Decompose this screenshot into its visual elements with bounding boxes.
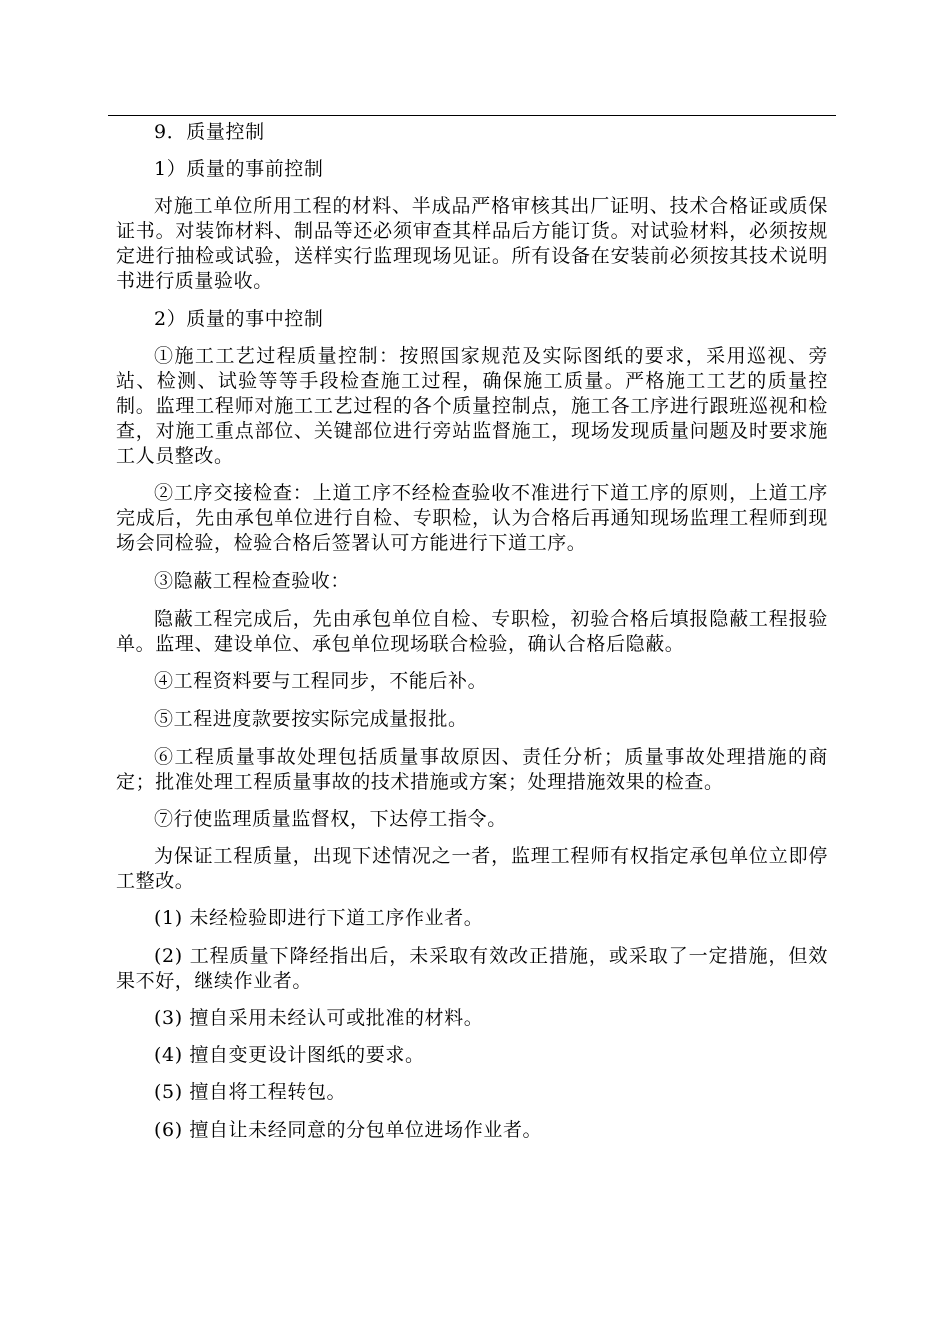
list-item-4: (4) 擅自变更设计图纸的要求。 bbox=[154, 1044, 425, 1066]
list-item-5: (5) 擅自将工程转包。 bbox=[154, 1081, 347, 1103]
paragraph-progress-payment: ⑤工程进度款要按实际完成量报批。 bbox=[154, 708, 468, 730]
subsection-heading-in-process-control: 2）质量的事中控制 bbox=[154, 308, 324, 330]
paragraph-accident-handling: ⑥工程质量事故处理包括质量事故原因、责任分析；质量事故处理措施的商定；批准处理工程质量事故的技术措施或方案；处理措施效果的检查。 bbox=[116, 746, 828, 793]
paragraph-records: ④工程资料要与工程同步，不能后补。 bbox=[154, 670, 488, 692]
paragraph-stop-work-authority: ⑦行使监理质量监督权，下达停工指令。 bbox=[154, 808, 507, 830]
paragraph-handover-inspection: ②工序交接检查：上道工序不经检查验收不准进行下道工序的原则，上道工序完成后，先由承包单位进行自检、专职检，认为合格后再通知现场监理工程师到现场会同检验，检验合格后签署认可方能进行下道工序。 bbox=[116, 482, 828, 554]
paragraph-concealed-work: 隐蔽工程完成后，先由承包单位自检、专职检，初验合格后填报隐蔽工程报验单。监理、建设单位、承包单位现场联合检验，确认合格后隐蔽。 bbox=[116, 608, 828, 655]
list-item-6: (6) 擅自让未经同意的分包单位进场作业者。 bbox=[154, 1119, 543, 1141]
list-item-2: (2) 工程质量下降经指出后，未采取有效改正措施，或采取了一定措施，但效果不好，继续作业者。 bbox=[116, 945, 828, 992]
paragraph-pre-control: 对施工单位所用工程的材料、半成品严格审核其出厂证明、技术合格证或质保证书。对装饰材料、制品等还必须审查其样品后方能订货。对试验材料，必须按规定进行抽检或试验，送样实行监理现场见证。所有设备在安装前必须按其技术说明书进行质量验收。 bbox=[116, 195, 828, 292]
paragraph-stop-work-conditions: 为保证工程质量，出现下述情况之一者，监理工程师有权指定承包单位立即停工整改。 bbox=[116, 845, 828, 892]
list-item-3: (3) 擅自采用未经认可或批准的材料。 bbox=[154, 1007, 484, 1029]
subsection-heading-pre-control: 1）质量的事前控制 bbox=[154, 158, 324, 180]
section-heading: 9．质量控制 bbox=[154, 121, 265, 143]
header-rule bbox=[108, 115, 836, 116]
paragraph-concealed-work-heading: ③隐蔽工程检查验收： bbox=[154, 570, 351, 592]
document-body bbox=[116, 120, 828, 1143]
paragraph-process-quality-control: ①施工工艺过程质量控制：按照国家规范及实际图纸的要求，采用巡视、旁站、检测、试验等等手段检查施工过程，确保施工质量。严格施工工艺的质量控制。监理工程师对施工工艺过程的各个质量控制点，施工各工序进行跟班巡视和检查，对施工重点部位、关键部位进行旁站监督施工，现场发现质量问题及时要求施工人员整改。 bbox=[116, 345, 828, 467]
list-item-1: (1) 未经检验即进行下道工序作业者。 bbox=[154, 907, 484, 929]
